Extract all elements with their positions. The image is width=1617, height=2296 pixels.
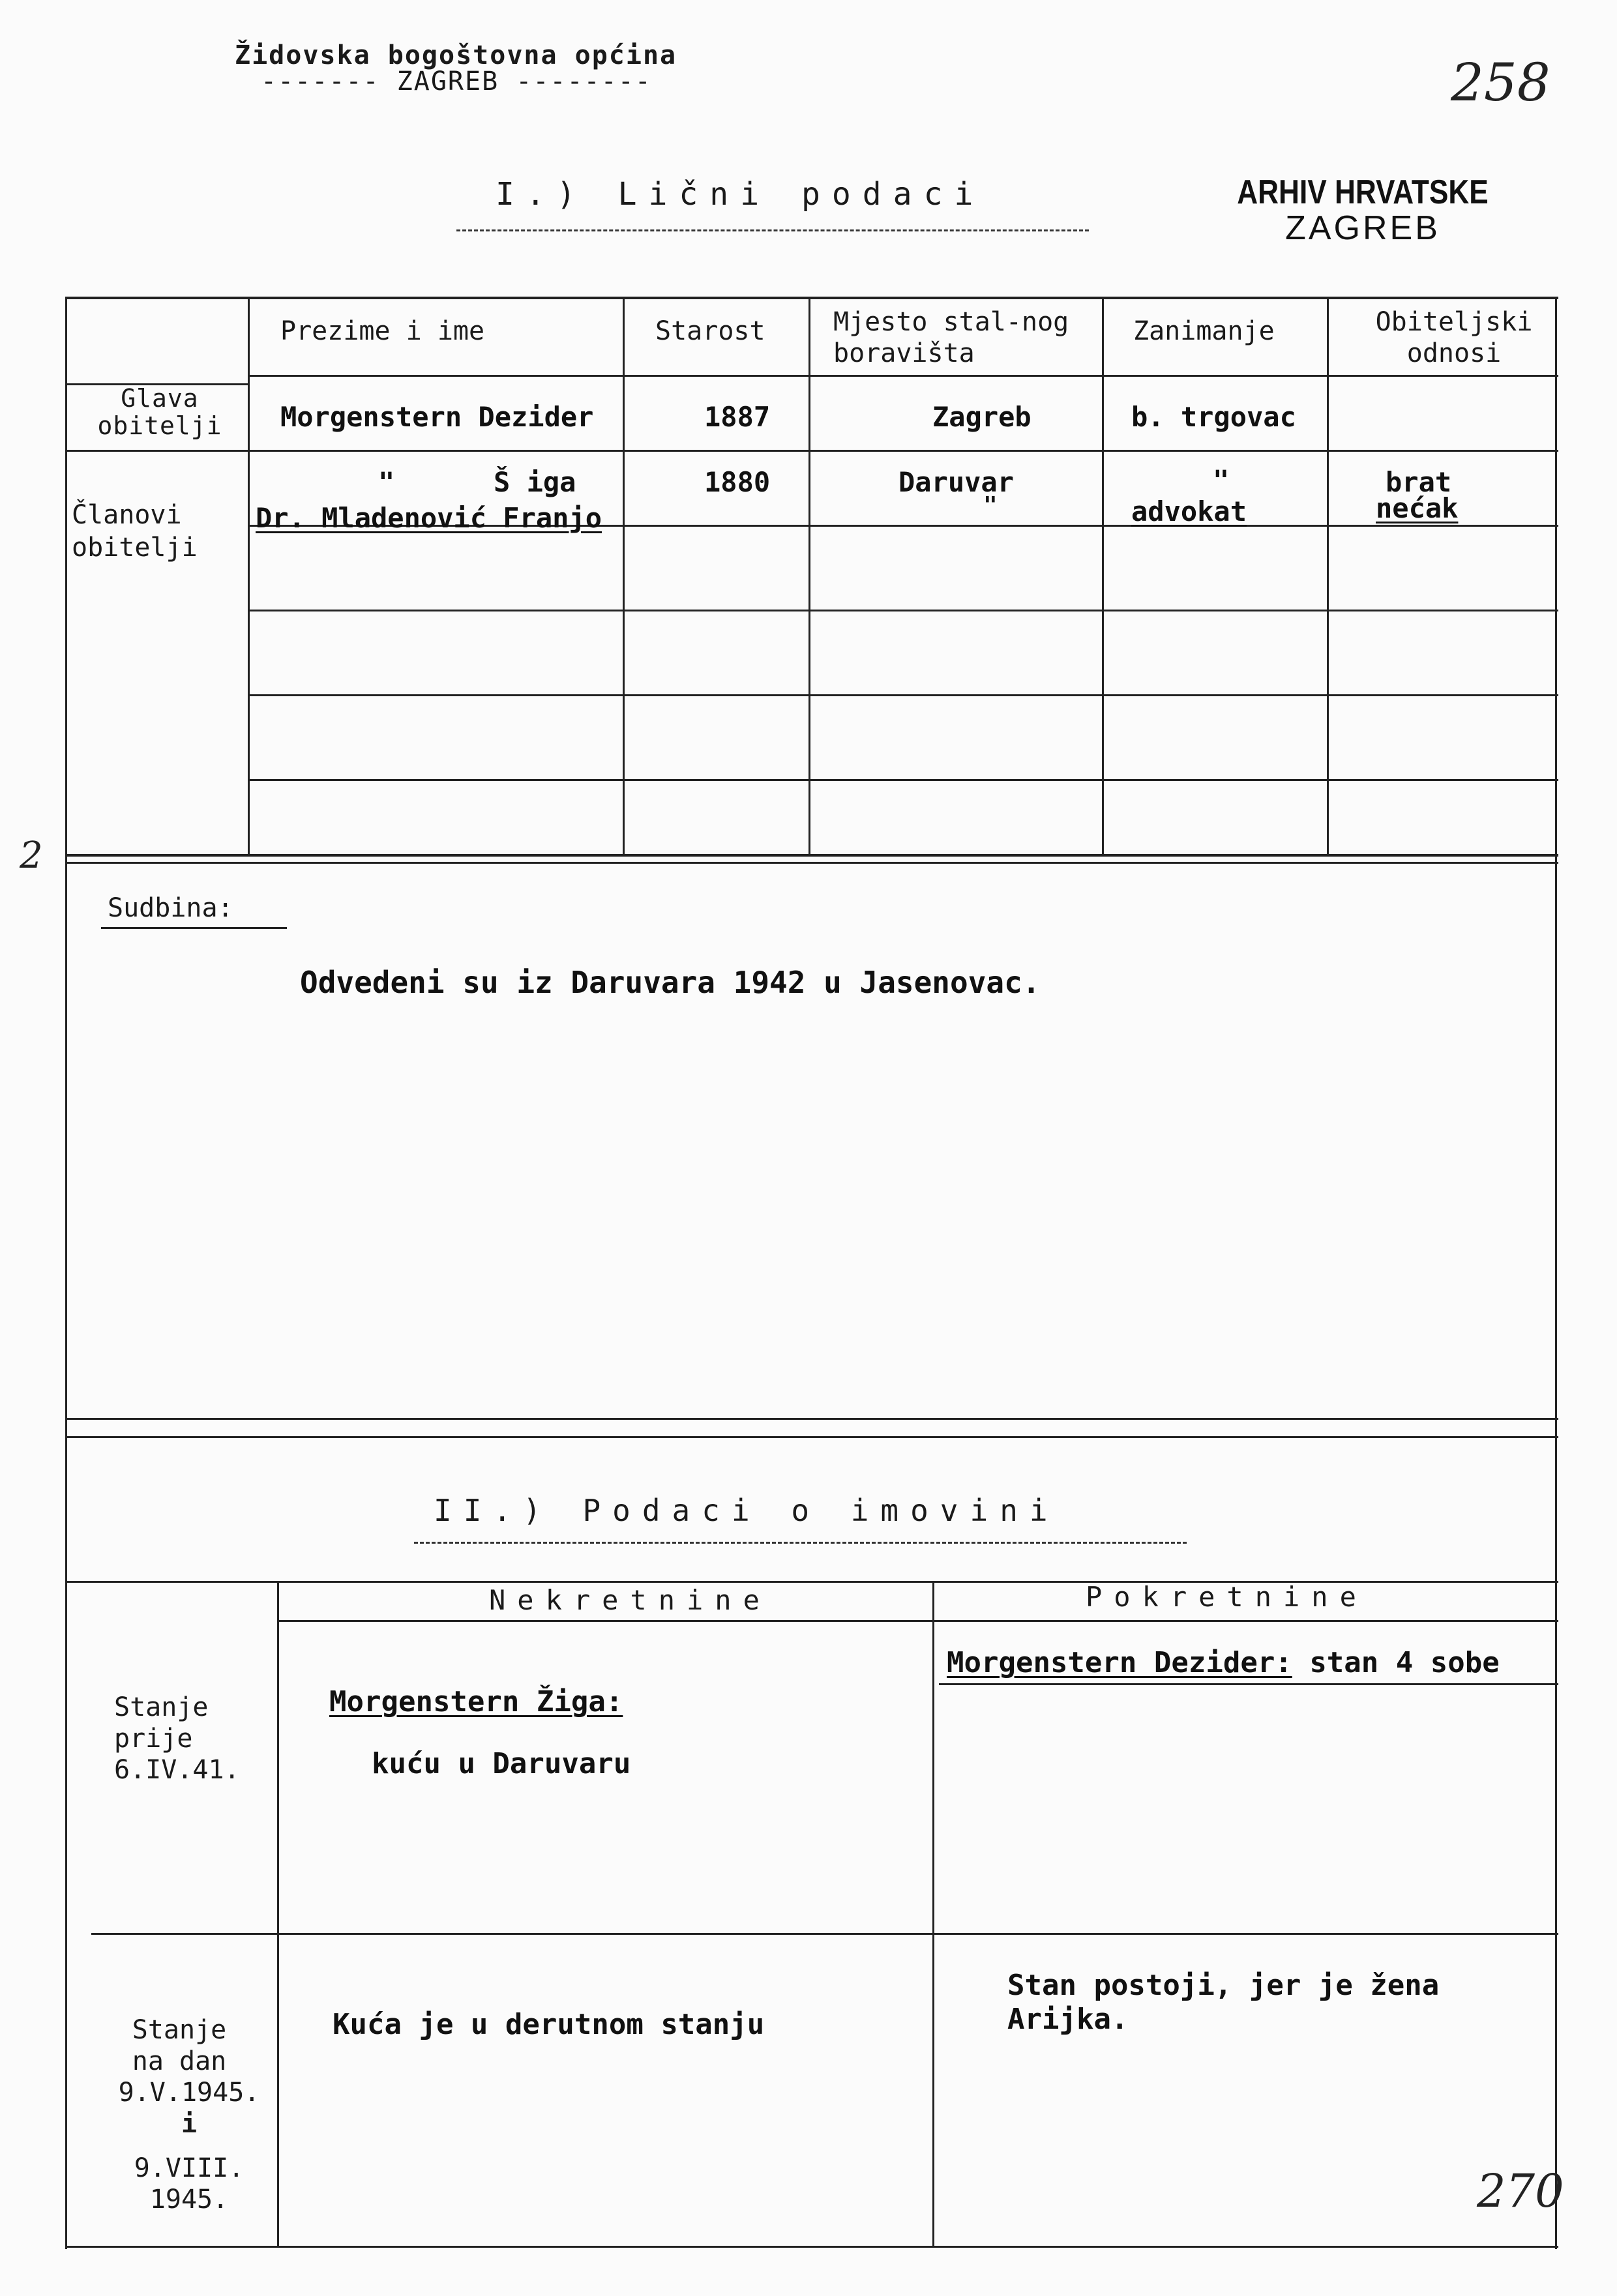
head-name: Morgenstern Dezider: [280, 401, 594, 433]
row-label-after-d: 9.VIII. 1945.: [134, 2153, 245, 2215]
member-1-age: 1880: [704, 466, 771, 498]
property-col-divider-middle: [932, 1581, 934, 2246]
table-row-divider-head: [65, 450, 1558, 452]
page-number-top: 258: [1451, 52, 1550, 113]
fate-bottom-border-1: [65, 1418, 1558, 1420]
fate-label: Sudbina:: [108, 893, 233, 923]
table-col-divider-residence: [1102, 297, 1104, 854]
member-1-occupation: ": [1213, 464, 1230, 496]
table-col-divider-name: [623, 297, 625, 854]
col-header-occupation: Zanimanje: [1133, 316, 1275, 346]
member-2-residence: ": [983, 492, 998, 519]
row1-movable-owner-name: Morgenstern Dezider:: [947, 1646, 1292, 1679]
member-2-occupation: advokat: [1131, 495, 1247, 527]
organization-name: Židovska bogoštovna općina: [235, 40, 677, 70]
row-label-after: [98, 2014, 280, 2215]
fate-bottom-border-2: [65, 1436, 1558, 1438]
section1-title-underline: [456, 229, 1089, 231]
page-number-bottom: 270: [1477, 2164, 1564, 2218]
section1-title: I.) Lični podaci: [496, 176, 985, 213]
section2-title-underline: [414, 1542, 1187, 1544]
col-header-movable: Pokretnine: [1086, 1581, 1368, 1613]
col-header-residence: Mjesto stal-nog boravišta: [833, 307, 1069, 368]
col-header-age: Starost: [655, 316, 765, 346]
row-label-after-c: i: [181, 2109, 198, 2139]
col-header-real-estate: Nekretnine: [489, 1584, 771, 1616]
property-bottom-border: [65, 2246, 1558, 2248]
fate-label-underline: [101, 927, 287, 929]
property-row-divider: [91, 1933, 1558, 1935]
row1-movable-item: stan 4 sobe: [1309, 1646, 1500, 1679]
table-col-divider-occupation: [1327, 297, 1329, 854]
row2-real: Kuća je u derutnom stanju: [333, 2008, 765, 2041]
property-header-divider: [277, 1620, 1558, 1622]
row-label-before: Stanje prije 6.IV.41.: [114, 1692, 240, 1785]
head-residence: Zagreb: [932, 401, 1031, 433]
table-col-divider-age: [808, 297, 810, 854]
section2-title: II.) Podaci o imovini: [434, 1493, 1060, 1528]
table-header-divider: [248, 375, 1558, 377]
margin-mark: 2: [20, 834, 43, 877]
member-2-relation: nećak: [1376, 492, 1459, 524]
table-row-divider-3: [248, 694, 1558, 696]
table-left-border: [65, 297, 67, 2249]
table-bottom-border: [65, 854, 1558, 857]
row-label-head: Glava obitelji: [97, 384, 222, 440]
archive-stamp: [1209, 175, 1516, 246]
row-label-members: Članovi obitelji: [72, 500, 198, 563]
member-1-name: " Š iga: [378, 466, 576, 498]
row-label-after-a: Stanje na dan: [132, 2015, 227, 2076]
member-1-relation: brat: [1386, 466, 1452, 498]
fate-text: Odvedeni su iz Daruvara 1942 u Jasenovac.: [300, 965, 1041, 1000]
row1-movable-owner: [947, 1646, 1500, 1679]
archive-stamp-line2: ZAGREB: [1285, 209, 1440, 247]
table-top-border: [65, 297, 1558, 299]
row1-real-owner: Morgenstern Žiga:: [329, 1685, 623, 1718]
organization-city: ------- ZAGREB --------: [261, 66, 652, 96]
table-row-divider-4: [248, 779, 1558, 781]
col-header-relation: Obiteljski odnosi: [1375, 307, 1533, 368]
row2-movable: Stan postoji, jer je žena Arijka.: [1007, 1969, 1440, 2036]
table-col-divider-label: [248, 297, 250, 854]
row-label-after-b: 9.V.1945.: [118, 2078, 260, 2108]
table-row-divider-2: [248, 610, 1558, 611]
table-right-border: [1555, 297, 1557, 2249]
member-1-residence: Daruvar: [898, 466, 1015, 498]
fate-top-border: [65, 862, 1558, 864]
row1-real-item: kuću u Daruvaru: [372, 1747, 631, 1780]
row1-movable-underline: [939, 1683, 1558, 1685]
member-2-name: Dr. Mladenović Franjo: [256, 502, 602, 534]
col-header-name: Prezime i ime: [280, 316, 485, 346]
archive-stamp-line1: ARHIV HRVATSKE: [1237, 173, 1489, 211]
head-age: 1887: [704, 401, 771, 433]
head-occupation: b. trgovac: [1131, 401, 1296, 433]
